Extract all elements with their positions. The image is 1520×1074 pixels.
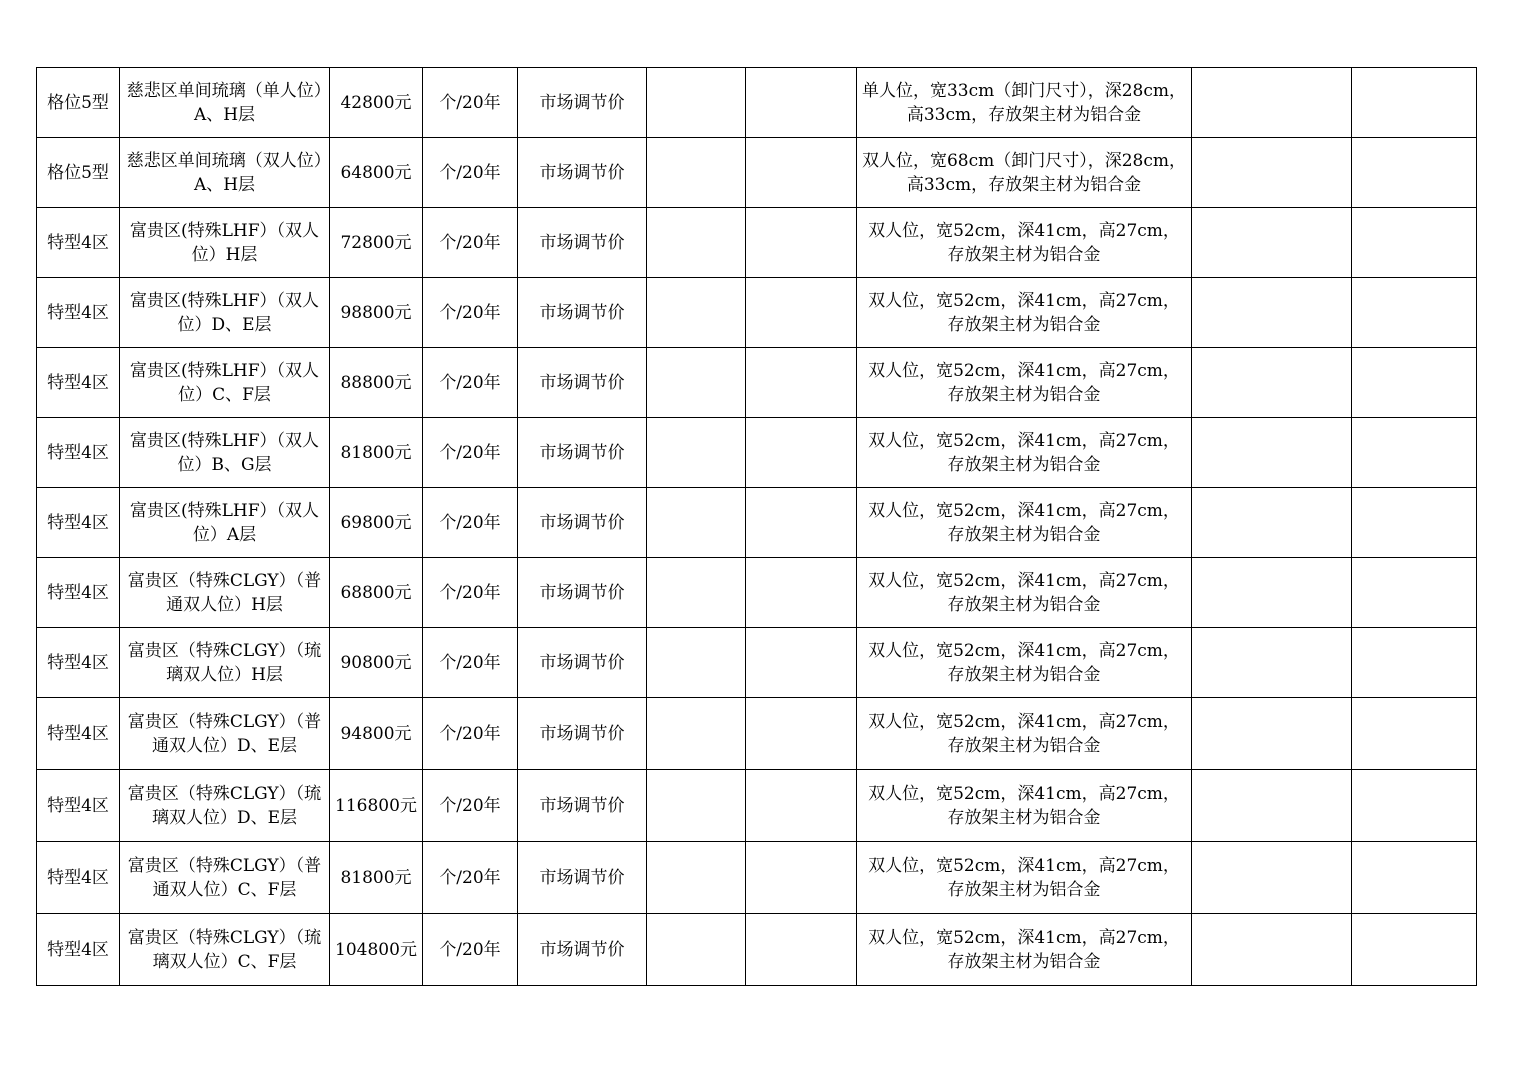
cell-pricing-type: 市场调节价 (518, 208, 647, 278)
table-row (37, 418, 1477, 488)
cell-unit: 个/20年 (423, 488, 518, 558)
cell-empty (746, 348, 857, 418)
cell-empty (647, 628, 746, 698)
cell-empty (746, 278, 857, 348)
cell-empty (1192, 348, 1352, 418)
cell-price: 69800元 (330, 488, 423, 558)
cell-type: 特型4区 (37, 698, 120, 770)
cell-empty (1192, 418, 1352, 488)
cell-empty (746, 770, 857, 842)
cell-empty (746, 914, 857, 986)
cell-unit: 个/20年 (423, 138, 518, 208)
cell-empty (1192, 698, 1352, 770)
table-row (37, 278, 1477, 348)
cell-spec: 双人位，宽52cm，深41cm，高27cm，存放架主材为铝合金 (857, 418, 1192, 488)
table-row (37, 698, 1477, 770)
cell-price: 94800元 (330, 698, 423, 770)
cell-empty (1352, 628, 1477, 698)
cell-empty (647, 138, 746, 208)
cell-empty (1192, 914, 1352, 986)
cell-type: 特型4区 (37, 418, 120, 488)
cell-empty (746, 68, 857, 138)
table-row (37, 348, 1477, 418)
cell-empty (647, 488, 746, 558)
cell-empty (647, 68, 746, 138)
cell-empty (1192, 138, 1352, 208)
cell-spec: 双人位，宽52cm，深41cm，高27cm，存放架主材为铝合金 (857, 698, 1192, 770)
cell-pricing-type: 市场调节价 (518, 698, 647, 770)
cell-empty (647, 348, 746, 418)
cell-empty (1192, 558, 1352, 628)
cell-item-name: 富贵区（特殊CLGY）（琉璃双人位）H层 (120, 628, 330, 698)
cell-empty (746, 138, 857, 208)
cell-unit: 个/20年 (423, 68, 518, 138)
cell-item-name: 富贵区（特殊CLGY）（琉璃双人位）C、F层 (120, 914, 330, 986)
cell-empty (647, 558, 746, 628)
cell-item-name: 富贵区（特殊CLGY）（普通双人位）H层 (120, 558, 330, 628)
cell-empty (746, 558, 857, 628)
cell-unit: 个/20年 (423, 418, 518, 488)
cell-price: 98800元 (330, 278, 423, 348)
cell-pricing-type: 市场调节价 (518, 68, 647, 138)
cell-empty (1192, 770, 1352, 842)
cell-spec: 双人位，宽52cm，深41cm，高27cm，存放架主材为铝合金 (857, 914, 1192, 986)
cell-pricing-type: 市场调节价 (518, 138, 647, 208)
cell-type: 特型4区 (37, 208, 120, 278)
cell-empty (1352, 278, 1477, 348)
cell-empty (1192, 208, 1352, 278)
table-row (37, 558, 1477, 628)
cell-empty (1352, 914, 1477, 986)
cell-type: 特型4区 (37, 770, 120, 842)
cell-empty (647, 842, 746, 914)
cell-spec: 双人位，宽52cm，深41cm，高27cm，存放架主材为铝合金 (857, 770, 1192, 842)
cell-unit: 个/20年 (423, 842, 518, 914)
table-row (37, 770, 1477, 842)
cell-item-name: 富贵区（特殊CLGY）（普通双人位）D、E层 (120, 698, 330, 770)
cell-spec: 双人位，宽52cm，深41cm，高27cm，存放架主材为铝合金 (857, 348, 1192, 418)
table-body (37, 68, 1477, 986)
cell-empty (1192, 68, 1352, 138)
cell-unit: 个/20年 (423, 770, 518, 842)
cell-spec: 双人位，宽52cm，深41cm，高27cm，存放架主材为铝合金 (857, 488, 1192, 558)
cell-pricing-type: 市场调节价 (518, 770, 647, 842)
cell-pricing-type: 市场调节价 (518, 418, 647, 488)
cell-empty (746, 208, 857, 278)
cell-price: 81800元 (330, 418, 423, 488)
cell-empty (1192, 278, 1352, 348)
cell-spec: 双人位，宽52cm，深41cm，高27cm，存放架主材为铝合金 (857, 842, 1192, 914)
cell-item-name: 富贵区(特殊LHF）（双人位）D、E层 (120, 278, 330, 348)
cell-price: 116800元 (330, 770, 423, 842)
cell-empty (1352, 558, 1477, 628)
cell-pricing-type: 市场调节价 (518, 348, 647, 418)
cell-item-name: 富贵区(特殊LHF）（双人位）C、F层 (120, 348, 330, 418)
cell-spec: 双人位，宽68cm（卸门尺寸），深28cm，高33cm，存放架主材为铝合金 (857, 138, 1192, 208)
cell-pricing-type: 市场调节价 (518, 488, 647, 558)
price-table (36, 67, 1477, 986)
cell-price: 88800元 (330, 348, 423, 418)
cell-empty (1352, 698, 1477, 770)
cell-pricing-type: 市场调节价 (518, 914, 647, 986)
table-row (37, 842, 1477, 914)
cell-item-name: 富贵区(特殊LHF）（双人位）A层 (120, 488, 330, 558)
cell-empty (647, 418, 746, 488)
table-row (37, 914, 1477, 986)
cell-empty (1352, 488, 1477, 558)
cell-unit: 个/20年 (423, 914, 518, 986)
cell-empty (1352, 842, 1477, 914)
cell-pricing-type: 市场调节价 (518, 558, 647, 628)
cell-unit: 个/20年 (423, 278, 518, 348)
cell-spec: 单人位，宽33cm（卸门尺寸），深28cm，高33cm，存放架主材为铝合金 (857, 68, 1192, 138)
cell-empty (1352, 418, 1477, 488)
cell-empty (647, 914, 746, 986)
cell-empty (1192, 842, 1352, 914)
table-row (37, 628, 1477, 698)
cell-item-name: 富贵区（特殊CLGY）（琉璃双人位）D、E层 (120, 770, 330, 842)
table-row (37, 208, 1477, 278)
cell-empty (746, 698, 857, 770)
cell-empty (1352, 348, 1477, 418)
cell-empty (1352, 208, 1477, 278)
cell-unit: 个/20年 (423, 348, 518, 418)
table-row (37, 138, 1477, 208)
cell-empty (746, 842, 857, 914)
cell-price: 64800元 (330, 138, 423, 208)
cell-empty (1352, 68, 1477, 138)
cell-empty (746, 418, 857, 488)
cell-empty (647, 208, 746, 278)
cell-type: 特型4区 (37, 842, 120, 914)
cell-price: 72800元 (330, 208, 423, 278)
cell-unit: 个/20年 (423, 558, 518, 628)
cell-item-name: 慈悲区单间琉璃（单人位）A、H层 (120, 68, 330, 138)
cell-pricing-type: 市场调节价 (518, 842, 647, 914)
cell-empty (1352, 770, 1477, 842)
cell-type: 格位5型 (37, 68, 120, 138)
cell-price: 104800元 (330, 914, 423, 986)
cell-type: 特型4区 (37, 488, 120, 558)
cell-unit: 个/20年 (423, 208, 518, 278)
cell-item-name: 富贵区（特殊CLGY）（普通双人位）C、F层 (120, 842, 330, 914)
cell-empty (1352, 138, 1477, 208)
cell-type: 特型4区 (37, 278, 120, 348)
cell-empty (746, 628, 857, 698)
cell-type: 特型4区 (37, 628, 120, 698)
cell-item-name: 富贵区(特殊LHF）（双人位）B、G层 (120, 418, 330, 488)
cell-price: 42800元 (330, 68, 423, 138)
cell-spec: 双人位，宽52cm，深41cm，高27cm，存放架主材为铝合金 (857, 278, 1192, 348)
cell-empty (647, 770, 746, 842)
cell-type: 特型4区 (37, 558, 120, 628)
cell-empty (1192, 628, 1352, 698)
cell-empty (1192, 488, 1352, 558)
table-row (37, 488, 1477, 558)
cell-unit: 个/20年 (423, 628, 518, 698)
cell-item-name: 富贵区(特殊LHF）（双人位）H层 (120, 208, 330, 278)
cell-empty (746, 488, 857, 558)
cell-pricing-type: 市场调节价 (518, 278, 647, 348)
cell-empty (647, 698, 746, 770)
cell-type: 特型4区 (37, 348, 120, 418)
table-row (37, 68, 1477, 138)
cell-spec: 双人位，宽52cm，深41cm，高27cm，存放架主材为铝合金 (857, 208, 1192, 278)
cell-item-name: 慈悲区单间琉璃（双人位）A、H层 (120, 138, 330, 208)
cell-unit: 个/20年 (423, 698, 518, 770)
cell-price: 81800元 (330, 842, 423, 914)
cell-pricing-type: 市场调节价 (518, 628, 647, 698)
cell-spec: 双人位，宽52cm，深41cm，高27cm，存放架主材为铝合金 (857, 628, 1192, 698)
cell-spec: 双人位，宽52cm，深41cm，高27cm，存放架主材为铝合金 (857, 558, 1192, 628)
cell-type: 特型4区 (37, 914, 120, 986)
cell-empty (647, 278, 746, 348)
cell-price: 68800元 (330, 558, 423, 628)
cell-price: 90800元 (330, 628, 423, 698)
cell-type: 格位5型 (37, 138, 120, 208)
